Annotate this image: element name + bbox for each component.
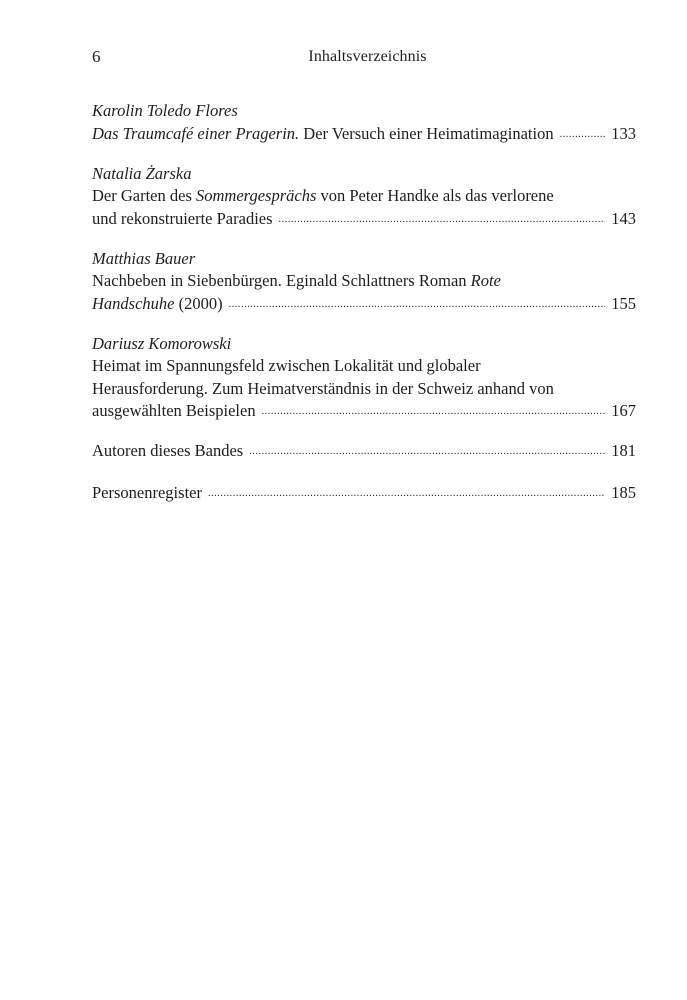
entry-title — [92, 293, 223, 316]
dot-leader — [249, 438, 605, 464]
entry-title-italic: Rote — [470, 271, 501, 290]
toc-entry — [92, 440, 636, 466]
entry-title-text: Personenregister — [92, 482, 202, 502]
entry-author: Natalia Żarska — [92, 163, 192, 183]
entry-title-line — [92, 293, 636, 319]
entry-title-italic: Sommergesprächs — [196, 186, 317, 205]
entry-title-line: Herausforderung. Zum Heimatverständnis in der Schweiz anhand von — [92, 378, 554, 398]
running-title: Inhaltsverzeichnis — [308, 48, 427, 65]
table-of-contents — [92, 100, 636, 523]
entry-title-line — [92, 440, 636, 466]
entry-author: Dariusz Komorowski — [92, 333, 232, 353]
entry-page-number: 167 — [611, 401, 636, 420]
entry-title-line — [92, 482, 636, 508]
toc-entry — [92, 100, 636, 148]
dot-leader — [560, 121, 606, 147]
entry-title — [92, 123, 554, 146]
entry-page-number: 181 — [611, 441, 636, 460]
entry-title-line — [92, 185, 636, 208]
entry-title-text: Nachbeben in Siebenbürgen. Eginald Schlattners Roman — [92, 271, 471, 290]
entry-author: Matthias Bauer — [92, 248, 196, 268]
entry-title-italic: Das Traumcafé einer Pragerin. — [92, 123, 300, 143]
entry-title-text: (2000) — [174, 293, 223, 313]
entry-title-italic: Handschuhe — [92, 293, 175, 313]
entry-title-line — [92, 208, 636, 234]
entry-title-text: von Peter Handke als das verlorene — [316, 186, 554, 205]
entry-page-number: 155 — [611, 293, 636, 313]
entry-title-line — [92, 270, 636, 293]
dot-leader — [229, 291, 606, 317]
entry-title-rest: Der Versuch einer Heimatimagination — [299, 123, 554, 143]
entry-author: Karolin Toledo Flores — [92, 101, 238, 120]
toc-entry — [92, 248, 636, 319]
entry-title-text: ausgewählten Beispielen — [92, 401, 256, 420]
dot-leader — [208, 480, 605, 506]
entry-title-line — [92, 400, 636, 426]
entry-page-number: 133 — [611, 123, 636, 143]
entry-page-number: 143 — [611, 208, 636, 228]
entry-title-text: und rekonstruierte Paradies — [92, 208, 273, 228]
entry-page-number: 185 — [611, 482, 636, 502]
entry-title-text: Der Garten des — [92, 186, 196, 205]
toc-entry — [92, 333, 636, 426]
entry-title-text: Autoren dieses Bandes — [92, 441, 244, 460]
dot-leader — [262, 398, 606, 424]
page-number: 6 — [92, 47, 101, 66]
dot-leader — [279, 206, 606, 232]
entry-title-line — [92, 123, 636, 149]
entry-title-line: Heimat im Spannungsfeld zwischen Lokalität und globaler — [92, 356, 481, 375]
toc-entry — [92, 482, 636, 508]
toc-entry — [92, 163, 636, 234]
